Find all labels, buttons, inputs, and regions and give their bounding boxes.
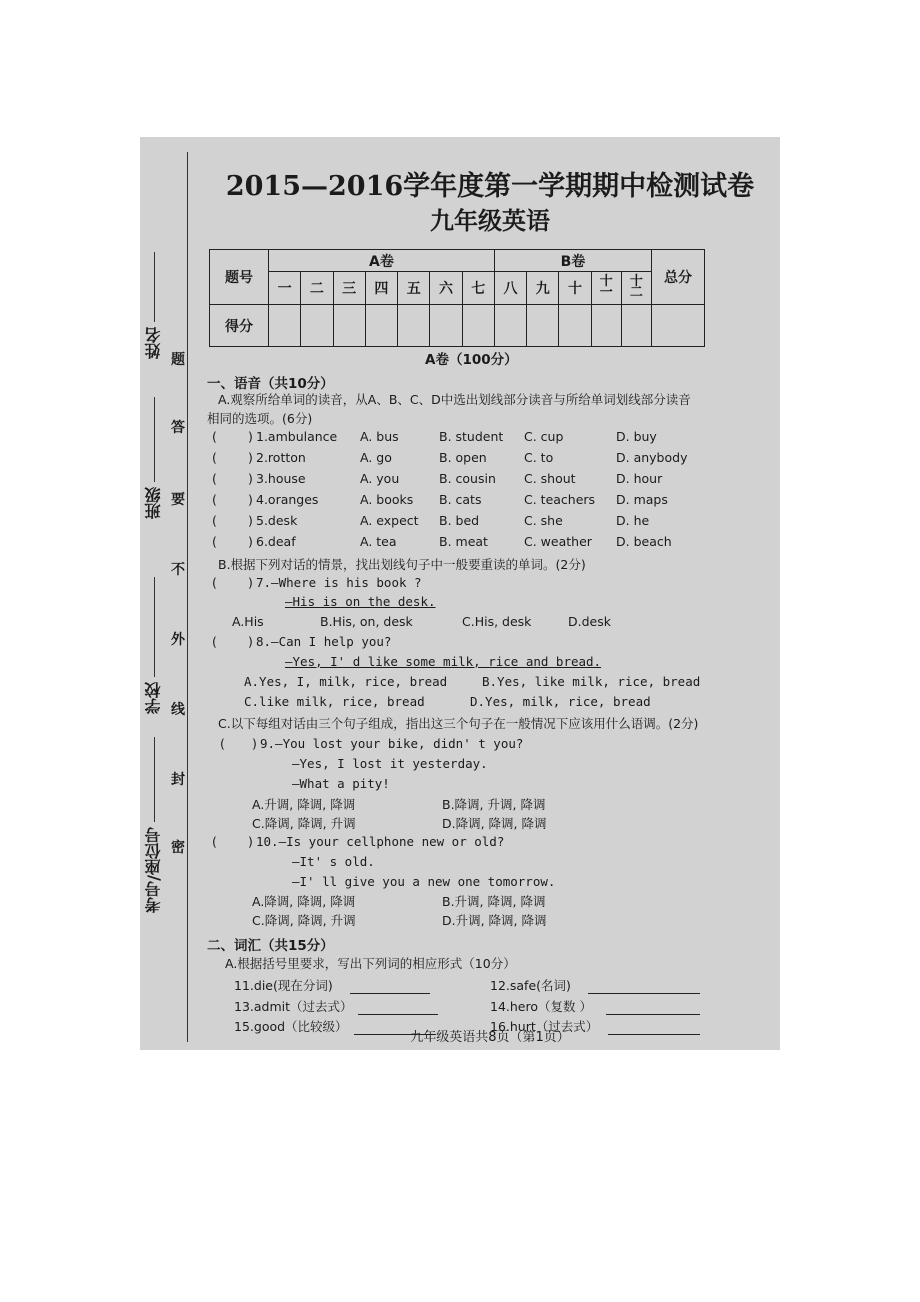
seal-char: 题	[171, 352, 185, 368]
part1-a-instruction-cont: 相同的选项。(6分)	[207, 411, 313, 426]
school-fill-line	[154, 577, 155, 677]
part1-b-instruction: B.根据下列对话的情景，找出划线句子中一般要重读的单词。(2分)	[218, 557, 586, 572]
row-label-number: 题号	[210, 250, 269, 305]
score-cell[interactable]	[301, 305, 333, 347]
question-number-12: 十 二	[621, 272, 651, 305]
question-number: 七	[462, 272, 494, 305]
vocab-item-14: 14.hero（复数 ）	[490, 999, 592, 1014]
total-header: 总分	[652, 250, 705, 305]
vocab-item-12: 12.safe(名词)	[490, 978, 571, 993]
score-cell[interactable]	[462, 305, 494, 347]
vocab-item-11: 11.die(现在分词)	[234, 978, 333, 993]
class-label: 班级	[144, 487, 163, 519]
answer-blank-14[interactable]	[606, 1014, 700, 1015]
score-cell[interactable]	[333, 305, 365, 347]
vocab-item-15: 15.good（比较级）	[234, 1019, 348, 1034]
exam-subtitle: 九年级英语	[430, 206, 550, 235]
part1-a-instruction: A.观察所给单词的读音，从A、B、C、D中选出划线部分读音与所给单词划线部分读音	[218, 392, 691, 407]
score-cell[interactable]	[591, 305, 621, 347]
seal-char: 外	[171, 632, 185, 648]
part2-title: 二、词汇（共15分）	[207, 938, 334, 954]
part1-c-instruction: C.以下每组对话由三个句子组成，指出这三个句子在一般情况下应该用什么语调。(2分)	[218, 716, 699, 731]
exam-title: 2015—2016学年度第一学期期中检测试卷	[225, 171, 755, 202]
score-cell[interactable]	[398, 305, 430, 347]
vocab-item-16: 16.hurt（过去式）	[490, 1019, 599, 1034]
a-paper-header: A卷	[269, 250, 495, 272]
question-number: 十	[559, 272, 591, 305]
exam-paper: 姓名 班级 学校 考号/座位号 题 答 要 不 外 线 封 密 2015—2016学年度第一学期期中检测试卷 九年级英语 题号 A卷 B卷 总分 一 二 三 四 五 六 七 八 九 十 十 一 十 二 得分 A卷（100分） 一、语音（共10分） A.观察所给单词的读音，从A、B、C、D中选出划线部分读音与所给单词划线部分读音 相同的选项。(6分) ( ) 1.ambulance A. bus B. student C. cup D. buy ( ) 2.rotton A. go B. open C. to D. anybody ( ) 3.house A. you B. cousin C. shout D. hour ( ) 4.oranges A. books B. cats C. teachers D. maps ( ) 5.desk A. expect B. bed C. she D. he ( ) 6.deaf A. tea B. meat C. weather D. beach B.根据下列对话的情景，找出划线句子中一般要重读的单词。(2分) ( ) 7.—Where is his book ? —His is on the desk. A.His B.His, on, desk C.His, desk D.desk ( ) 8.—Can I help you? —Yes, I' d like some milk, rice and bread. A.Yes, I, milk, rice, bread B.Yes, like milk, rice, bread C.like milk, rice, bread D.Yes, milk, rice, bread C.以下每组对话由三个句子组成，指出这三个句子在一般情况下应该用什么语调。(2分) ( ) 9.—You lost your bike, didn' t you? —Yes, I lost it yesterday. —What a pity! A.升调, 降调, 降调 B.降调, 升调, 降调 C.降调, 降调, 升调 D.降调, 降调, 降调 ( ) 10.—Is your cellphone new or old? —It' s old. —I' ll give you a new one tomorrow. A.降调, 降调, 降调 B.升调, 降调, 降调 C.降调, 降调, 升调 D.升调, 降调, 降调 二、词汇（共15分） A.根据括号里要求，写出下列词的相应形式（10分） 11.die(现在分词) 12.safe(名词) 13.admit（过去式） 14.hero（复数 ） 15.good（比较级） 16.hurt（过去式）	[140, 137, 780, 1050]
question-number: 八	[494, 272, 526, 305]
seal-char: 不	[171, 562, 185, 578]
part2-a-instruction: A.根据括号里要求，写出下列词的相应形式（10分）	[225, 956, 516, 971]
total-score-cell[interactable]	[652, 305, 705, 347]
question-number: 三	[333, 272, 365, 305]
question-number: 一	[269, 272, 301, 305]
score-cell[interactable]	[527, 305, 559, 347]
question-number: 五	[398, 272, 430, 305]
score-cell[interactable]	[365, 305, 397, 347]
school-label: 学校	[144, 682, 163, 714]
question-number-11: 十 一	[591, 272, 621, 305]
seat-fill-line	[154, 737, 155, 822]
page-footer: 九年级英语共8页（第1页）	[410, 1030, 570, 1045]
question-number: 二	[301, 272, 333, 305]
section-a-title: A卷（100分）	[425, 352, 518, 368]
question-number: 九	[527, 272, 559, 305]
part1-title: 一、语音（共10分）	[207, 376, 334, 392]
answer-blank-12[interactable]	[588, 993, 700, 994]
binding-line	[187, 152, 188, 1042]
seat-label: 考号/座位号	[144, 827, 163, 913]
name-fill-line	[154, 252, 155, 322]
answer-blank-13[interactable]	[358, 1014, 438, 1015]
seal-char: 答	[171, 420, 185, 436]
seal-char: 密	[171, 840, 185, 856]
b-paper-header: B卷	[494, 250, 651, 272]
question-number: 四	[365, 272, 397, 305]
answer-blank-11[interactable]	[350, 993, 430, 994]
seal-char: 线	[171, 702, 185, 718]
vocab-item-13: 13.admit（过去式）	[234, 999, 353, 1014]
score-cell[interactable]	[430, 305, 462, 347]
row-label-score: 得分	[210, 305, 269, 347]
score-cell[interactable]	[559, 305, 591, 347]
score-cell[interactable]	[494, 305, 526, 347]
seal-char: 封	[171, 772, 185, 788]
class-fill-line	[154, 397, 155, 482]
score-table	[209, 249, 705, 347]
name-label: 姓名	[144, 327, 163, 359]
score-cell[interactable]	[621, 305, 651, 347]
question-number: 六	[430, 272, 462, 305]
score-cell[interactable]	[269, 305, 301, 347]
seal-char: 要	[171, 492, 185, 508]
